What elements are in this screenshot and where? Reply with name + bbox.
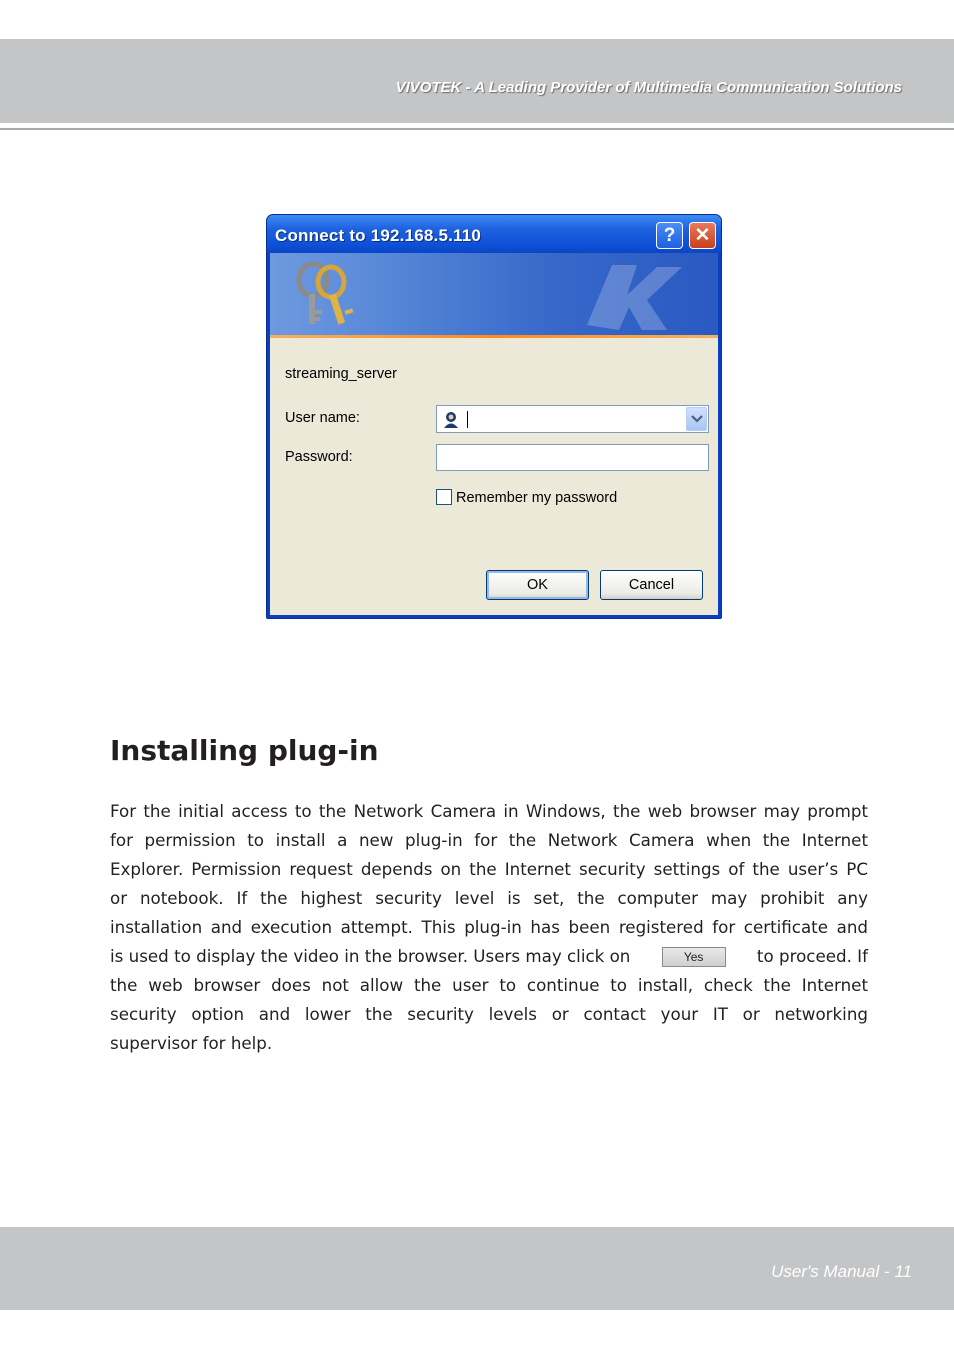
help-button[interactable]: ? xyxy=(656,222,683,249)
paragraph-line: installation and execution attempt. This plug-in has been registered for certificate and xyxy=(110,917,868,937)
realm-label: streaming_server xyxy=(285,366,398,382)
paragraph-line: or notebook. If the highest security level is set, the computer may prohibit any xyxy=(110,888,868,908)
paragraph-text: is used to display the video in the browser. Users may click on xyxy=(110,946,631,966)
paragraph-line: supervisor for help. xyxy=(110,1033,273,1053)
password-field[interactable] xyxy=(436,444,709,471)
close-button[interactable]: ✕ xyxy=(689,222,716,249)
cancel-button[interactable]: Cancel xyxy=(600,570,703,600)
paragraph-line: security option and lower the security levels or contact your IT or networking xyxy=(110,1004,868,1024)
yes-button-image: Yes xyxy=(662,947,726,967)
username-combo[interactable] xyxy=(436,405,709,433)
section-title: Installing plug-in xyxy=(110,734,379,767)
username-dropdown-button[interactable] xyxy=(686,407,707,431)
chevron-down-icon xyxy=(691,415,703,423)
paragraph-line: the web browser does not allow the user to continue to install, check the Internet xyxy=(110,975,868,995)
paragraph-line-with-button xyxy=(110,942,868,971)
paragraph-line: For the initial access to the Network Camera in Windows, the web browser may prompt xyxy=(110,801,868,821)
text-caret xyxy=(467,411,468,428)
remember-checkbox[interactable] xyxy=(436,489,452,505)
login-dialog xyxy=(266,214,722,619)
ok-button[interactable]: OK xyxy=(486,570,589,600)
paragraph-line: Explorer. Permission request depends on the Internet security settings of the user’s PC xyxy=(110,859,868,879)
header-tagline: VIVOTEK - A Leading Provider of Multimedia Communication Solutions xyxy=(395,79,902,96)
user-icon xyxy=(443,411,459,428)
remember-label[interactable]: Remember my password xyxy=(456,490,618,506)
body-paragraph xyxy=(110,797,868,1058)
paragraph-line: for permission to install a new plug-in for the Network Camera when the Internet xyxy=(110,830,868,850)
keys-icon xyxy=(289,260,359,332)
username-label: User name: xyxy=(285,410,360,426)
page-number: User's Manual - 11 xyxy=(771,1262,912,1281)
dialog-title: Connect to 192.168.5.110 xyxy=(275,226,482,245)
banner-watermark xyxy=(567,255,717,335)
header-divider xyxy=(0,128,954,130)
dialog-titlebar[interactable] xyxy=(267,215,721,253)
password-label: Password: xyxy=(285,449,353,465)
paragraph-text: to proceed. If xyxy=(756,946,868,966)
